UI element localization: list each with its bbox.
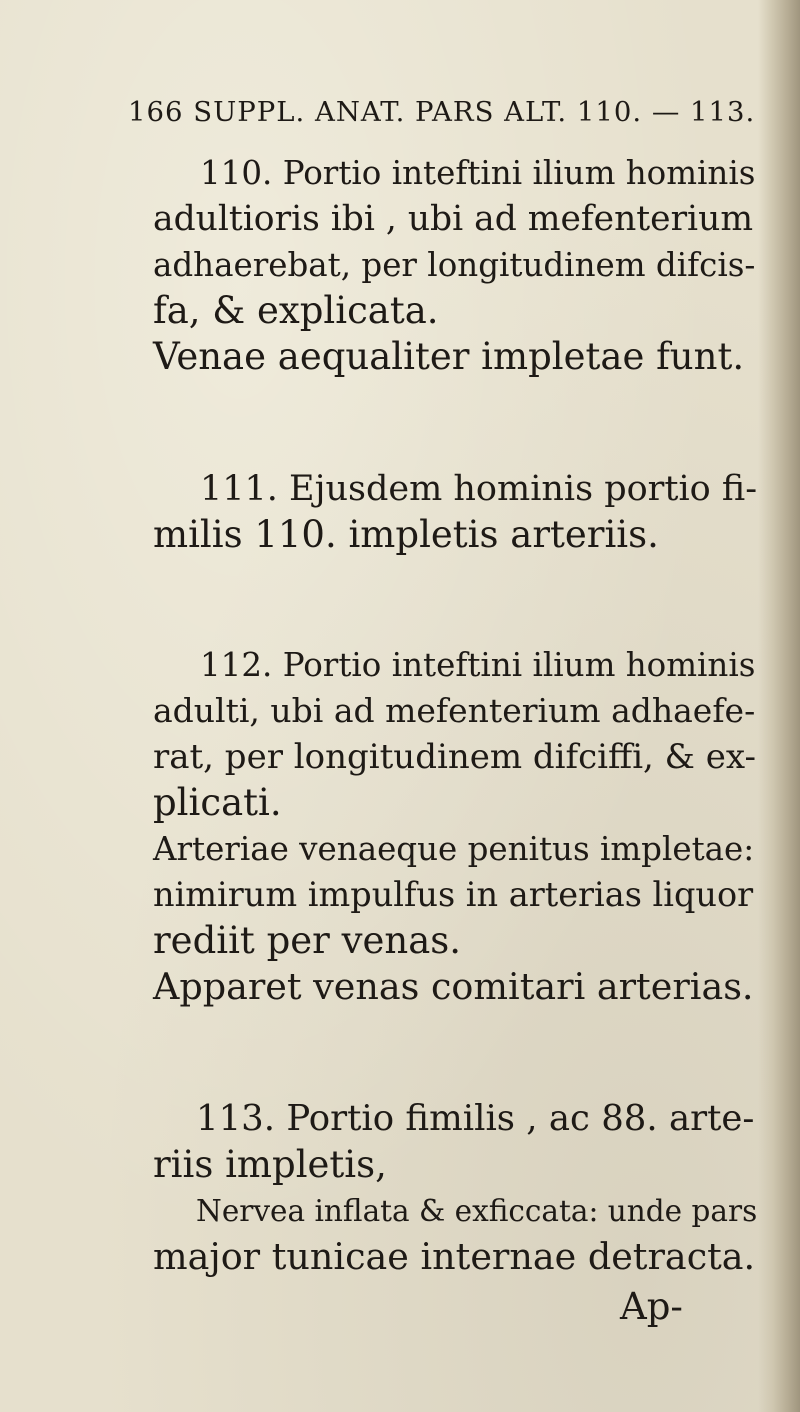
s110-line-3: adhaerebat, per longitudinem difcis- xyxy=(153,246,756,284)
s111-line-2: milis 110. impletis arteriis. xyxy=(153,513,659,556)
s113-line-4: major tunicae internae detracta. xyxy=(153,1235,756,1278)
page-gutter-shadow xyxy=(758,0,800,1412)
s112-line-5: Arteriae venaeque penitus impletae: xyxy=(153,830,755,868)
s113-line-2: riis impletis, xyxy=(153,1143,387,1186)
s112-line-7: rediit per venas. xyxy=(153,919,462,962)
running-head: 166 SUPPL. ANAT. PARS ALT. 110. — 113. xyxy=(128,96,756,128)
s112-line-2: adulti, ubi ad mefenterium adhaefe- xyxy=(153,691,756,730)
s112-line-3: rat, per longitudinem difciffi, & ex- xyxy=(153,737,756,777)
s110-line-5: Venae aequaliter impletae funt. xyxy=(153,335,745,378)
s112-line-4: plicati. xyxy=(153,781,282,824)
catchword: Ap- xyxy=(620,1285,683,1328)
s110-line-2: adultioris ibi , ubi ad mefenterium xyxy=(153,199,754,239)
s112-line-6: nimirum impulfus in arterias liquor xyxy=(153,875,754,914)
s110-line-1: 110. Portio inteftini ilium hominis xyxy=(200,154,756,192)
s113-line-1: 113. Portio fimilis , ac 88. arte- xyxy=(196,1098,755,1139)
s111-line-1: 111. Ejusdem hominis portio fi- xyxy=(200,469,758,509)
s113-line-3: Nervea inflata & exficcata: unde pars xyxy=(196,1194,758,1228)
s112-line-8: Apparet venas comitari arterias. xyxy=(153,965,754,1008)
s112-line-1: 112. Portio inteftini ilium hominis xyxy=(200,646,756,684)
s110-line-4: fa, & explicata. xyxy=(153,289,439,332)
